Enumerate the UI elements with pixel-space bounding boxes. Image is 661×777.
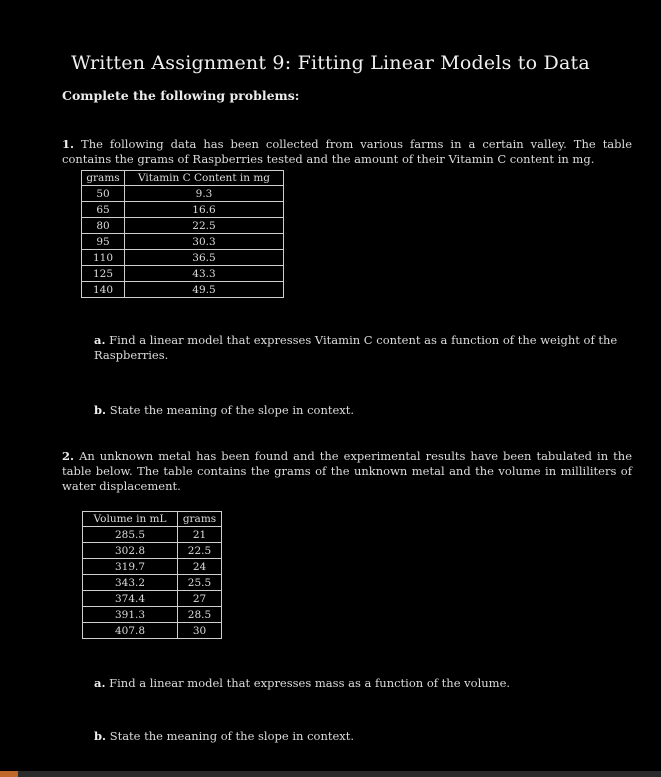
table-row bbox=[82, 250, 284, 266]
part-b-label: b. bbox=[94, 729, 107, 743]
part-b-text: State the meaning of the slope in context. bbox=[109, 729, 355, 743]
problem-1-part-a bbox=[94, 333, 624, 363]
table-cell: 95 bbox=[82, 234, 125, 250]
table-row bbox=[83, 559, 222, 575]
table-header-row bbox=[83, 512, 222, 527]
table-cell: 22.5 bbox=[178, 543, 222, 559]
column-header-vitamin-c: Vitamin C Content in mg bbox=[125, 171, 284, 186]
table-cell: 319.7 bbox=[83, 559, 178, 575]
table-cell: 125 bbox=[82, 266, 125, 282]
table-cell: 16.6 bbox=[125, 202, 284, 218]
table-cell: 65 bbox=[82, 202, 125, 218]
table-row bbox=[83, 575, 222, 591]
problem-1-text bbox=[62, 137, 632, 167]
table-row bbox=[83, 591, 222, 607]
table-cell: 50 bbox=[82, 186, 125, 202]
table-cell: 110 bbox=[82, 250, 125, 266]
part-a-text: Find a linear model that expresses mass as a function of the volume. bbox=[109, 676, 511, 690]
part-b-text: State the meaning of the slope in context. bbox=[109, 403, 355, 417]
table-cell: 30.3 bbox=[125, 234, 284, 250]
table-cell: 343.2 bbox=[83, 575, 178, 591]
raspberry-data-table bbox=[81, 170, 284, 298]
part-a-label: a. bbox=[94, 333, 106, 347]
table-cell: 36.5 bbox=[125, 250, 284, 266]
metal-data-table bbox=[82, 511, 222, 639]
instructions-heading: Complete the following problems: bbox=[62, 88, 300, 103]
table-row bbox=[83, 623, 222, 639]
table-cell: 374.4 bbox=[83, 591, 178, 607]
problem-2-part-a bbox=[94, 676, 624, 691]
table-row bbox=[82, 282, 284, 298]
table-row bbox=[82, 218, 284, 234]
table-cell: 407.8 bbox=[83, 623, 178, 639]
table-cell: 28.5 bbox=[178, 607, 222, 623]
page-title: Written Assignment 9: Fitting Linear Models to Data bbox=[71, 52, 590, 74]
problem-1-body: The following data has been collected from various farms in a certain valley. The table contains the grams of Raspberries tested and the amount of their Vitamin C content in mg. bbox=[62, 137, 633, 166]
table-row bbox=[83, 527, 222, 543]
part-a-text: Find a linear model that expresses Vitamin C content as a function of the weight of the Raspberries. bbox=[94, 333, 618, 362]
problem-2-text bbox=[62, 449, 632, 494]
table-cell: 80 bbox=[82, 218, 125, 234]
problem-1-number: 1. bbox=[62, 137, 75, 151]
table-cell: 49.5 bbox=[125, 282, 284, 298]
problem-1-part-b bbox=[94, 403, 624, 418]
table-cell: 285.5 bbox=[83, 527, 178, 543]
table-row bbox=[82, 186, 284, 202]
table-row bbox=[83, 607, 222, 623]
table-cell: 24 bbox=[178, 559, 222, 575]
table-cell: 30 bbox=[178, 623, 222, 639]
table-cell: 9.3 bbox=[125, 186, 284, 202]
table-row bbox=[82, 266, 284, 282]
column-header-volume: Volume in mL bbox=[83, 512, 178, 527]
part-a-label: a. bbox=[94, 676, 106, 690]
table-row bbox=[83, 543, 222, 559]
table-row bbox=[82, 234, 284, 250]
table-cell: 27 bbox=[178, 591, 222, 607]
table-row bbox=[82, 202, 284, 218]
table-cell: 302.8 bbox=[83, 543, 178, 559]
table-cell: 25.5 bbox=[178, 575, 222, 591]
table-cell: 140 bbox=[82, 282, 125, 298]
table-cell: 21 bbox=[178, 527, 222, 543]
problem-2-body: An unknown metal has been found and the experimental results have been tabulated in the table below. The table contains the grams of the unknown metal and the volume in milliliters of water displacement. bbox=[62, 449, 633, 493]
table-cell: 22.5 bbox=[125, 218, 284, 234]
column-header-grams: grams bbox=[178, 512, 222, 527]
table-header-row bbox=[82, 171, 284, 186]
column-header-grams: grams bbox=[82, 171, 125, 186]
bottom-scrollbar-thumb[interactable] bbox=[0, 771, 18, 777]
table-cell: 391.3 bbox=[83, 607, 178, 623]
table-cell: 43.3 bbox=[125, 266, 284, 282]
bottom-scrollbar-track[interactable] bbox=[0, 771, 661, 777]
problem-2-number: 2. bbox=[62, 449, 75, 463]
part-b-label: b. bbox=[94, 403, 107, 417]
problem-2-part-b bbox=[94, 729, 624, 744]
